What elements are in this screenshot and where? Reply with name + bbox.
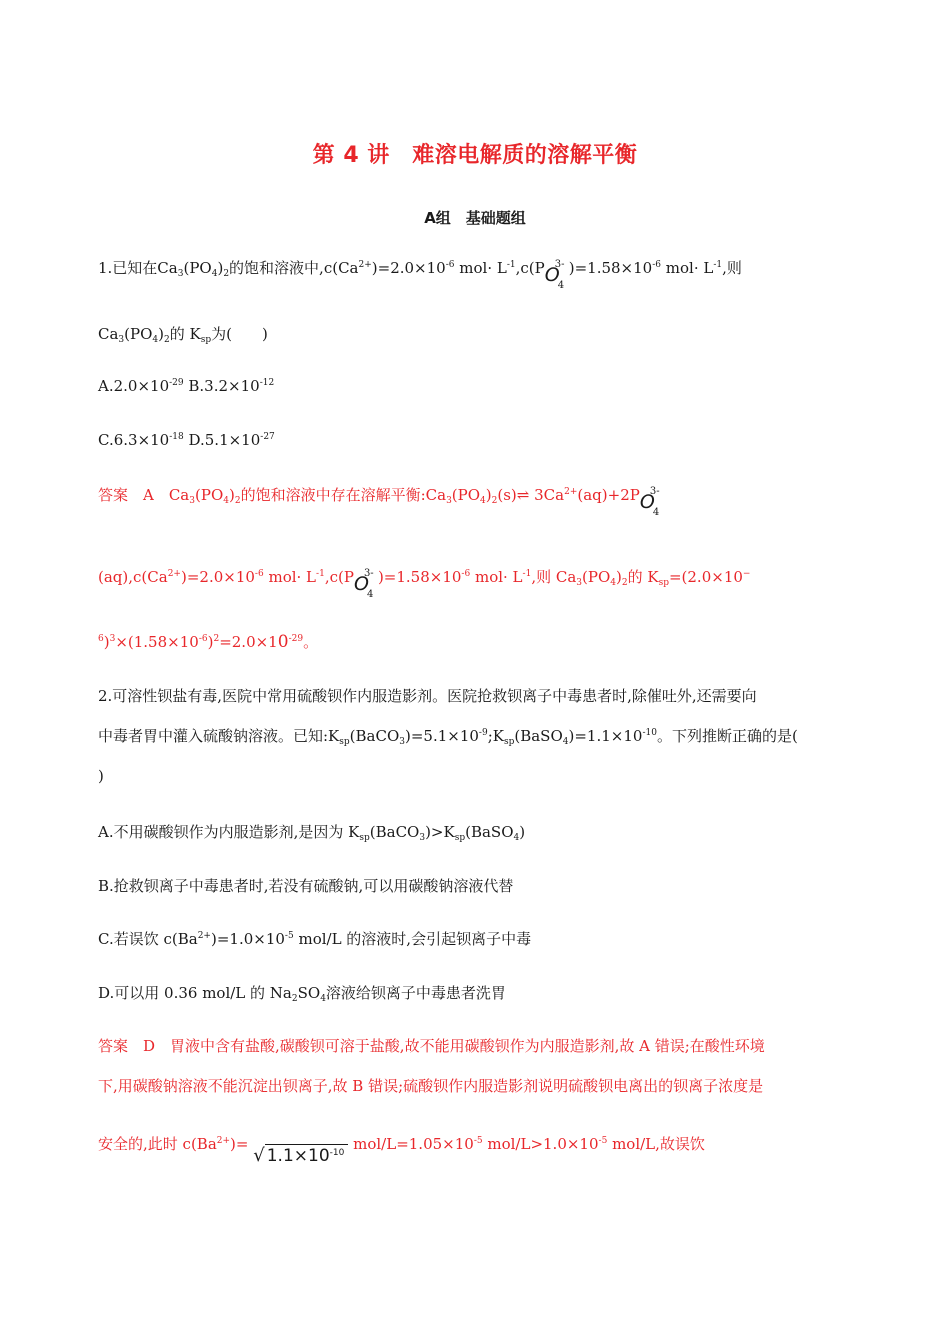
a2-line1: 答案 D 胃液中含有盐酸,碳酸钡可溶于盐酸,故不能用碳酸钡作为内服造影剂,故 A 错误;在酸性环境	[98, 1037, 765, 1055]
q1-stem-line1: 1.已知在$Ca_3(PO_4)_2$的饱和溶液中$,c(Ca^{2+})=2.0\times 10^{-6}$ $mol\cdot L^{-1},c(P$ O 3- 4 )$=1.58\times 10^{-6}$ $mol\cdot L^{-1}$,则	[98, 259, 742, 291]
q2-option-a: A.不用碳酸钡作为内服造影剂,是因为 $K_{sp}(BaCO_3)>K_{sp}(BaSO_4)$	[98, 823, 526, 843]
section-subtitle: A组 基础题组	[424, 209, 526, 227]
phosphate-ion-formula: O 3- 4	[353, 568, 374, 600]
q1-option-d: $D.5.1\times 10^{-27}$	[183, 431, 275, 449]
a1-line2: $(aq),c(Ca^{2+})=2.0\times 10^{-6}$ $mol\cdot L^{-1},c(P$ O 3- 4 )$=1.58\times 10^{-6}$ $mol\cdot L^{-1}$,则 $Ca_3(PO_4)_2$的 $K_{sp}=(2.0\times 10^-$	[98, 568, 751, 600]
a2-line2: 下,用碳酸钠溶液不能沉淀出钡离子,故 B 错误;硫酸钡作内服造影剂说明硫酸钡电离出的钡离子浓度是	[98, 1077, 764, 1095]
q2-stem-line2: 中毒者胃中灌入硫酸钠溶液。已知$:K_{sp}(BaCO_3)=5.1\times 10^{-9};K_{sp}(BaSO_4)=1.1\times 10^{-10}$。下列推断正确的是(	[98, 727, 798, 747]
q1-option-b: $B.3.2\times 10^{-12}$	[183, 377, 275, 395]
phosphate-ion-formula: O 3- 4	[639, 486, 660, 518]
q1-option-c: $C.6.3\times 10^{-18}$	[98, 431, 184, 449]
a1-line3: $^6)^3\times(1.58\times 10^{-6})^2=2.0\times 10^{-29}$。	[98, 632, 319, 652]
q2-option-c: C.若误饮 $c(Ba^{2+})=1.0\times 10^{-5}$ mol/L 的溶液时,会引起钡离子中毒	[98, 930, 532, 948]
square-root-expression: √ $1.1\times 10^{-10}$	[253, 1146, 348, 1166]
page-title: 第 4 讲 难溶电解质的溶解平衡	[312, 143, 638, 168]
q2-option-b: B.抢救钡离子中毒患者时,若没有硫酸钠,可以用碳酸钠溶液代替	[98, 877, 514, 895]
q1-options-cd	[98, 430, 275, 450]
q2-stem-line3: )	[98, 767, 104, 785]
q1-options-ab	[98, 376, 274, 396]
phosphate-ion-formula: O 3- 4	[544, 259, 565, 291]
q2-option-d: D.可以用 0.36 mol/L 的 $Na_2SO_4$溶液给钡离子中毒患者洗胃	[98, 984, 506, 1004]
equilibrium-arrow-icon: ⇌	[516, 486, 530, 504]
a1-line1: 答案 A $Ca_3(PO_4)_2$的饱和溶液中存在溶解平衡$:Ca_3(PO_4)_2(s)\rightleftharpoons$ $3Ca^{2+}(aq)+2P$ O 3- 4	[98, 485, 664, 508]
q1-option-a: $A.2.0\times 10^{-29}$	[98, 377, 184, 395]
a2-line3: 安全的,此时 $c(Ba^{2+})=$ √ $1.1\times 10^{-10}$ mol/$L=1.05\times 10^{-5}$ mol/$L>1.0\times 10^{-5}$ mol/L,故误饮	[98, 1135, 705, 1166]
q1-stem-line2: $Ca_3(PO_4)_2$的 $K_{sp}$为( )	[98, 325, 268, 345]
radical-sign-icon: √	[253, 1145, 265, 1166]
q2-stem-line1: 2.可溶性钡盐有毒,医院中常用硫酸钡作内服造影剂。医院抢救钡离子中毒患者时,除催吐外,还需要向	[98, 687, 757, 705]
